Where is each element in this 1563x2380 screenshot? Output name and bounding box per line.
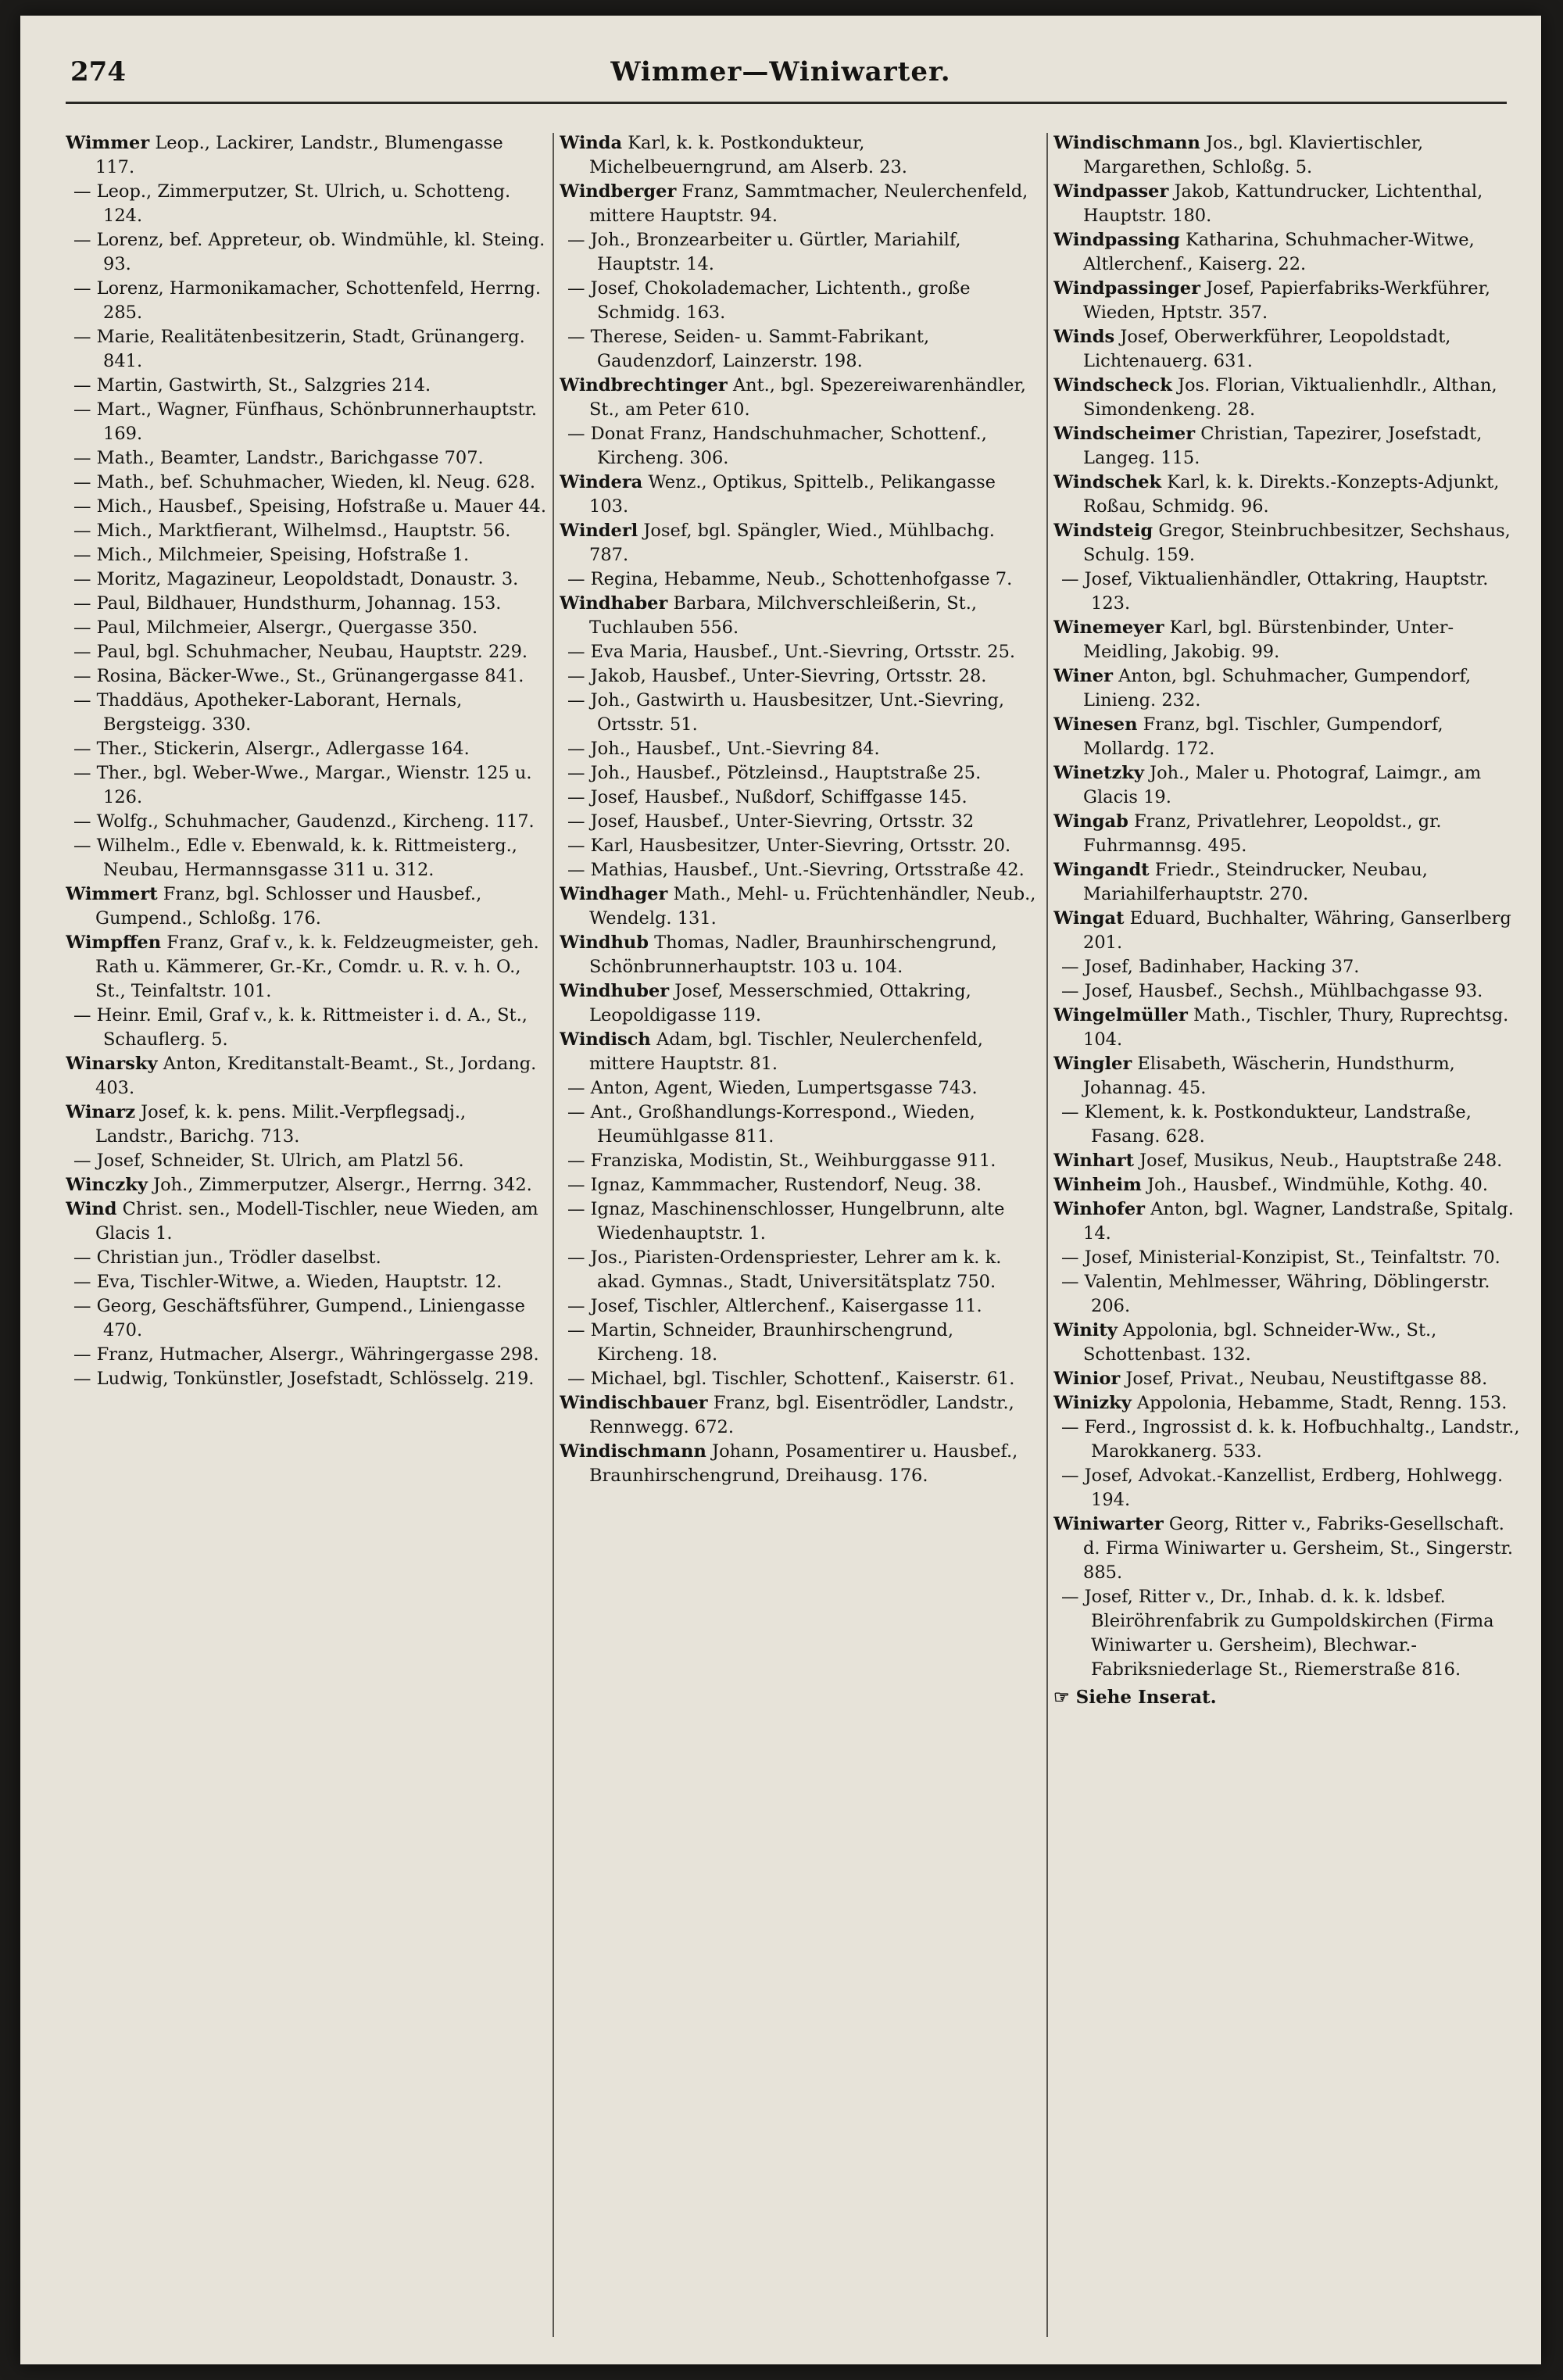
entry-surname: Windhager <box>560 884 668 904</box>
directory-entry <box>560 131 1039 180</box>
directory-entry <box>66 543 546 567</box>
directory-entry <box>1053 664 1522 713</box>
directory-entry <box>560 1076 1039 1101</box>
directory-entry <box>66 325 546 374</box>
directory-entry <box>1053 1270 1522 1319</box>
entry-text: Josef, Papierfabriks-Werkführer, Wieden, Hptstr. 357. <box>1083 278 1491 323</box>
entry-surname: Windischbauer <box>560 1393 708 1413</box>
directory-entry <box>1053 1101 1522 1149</box>
entry-surname: Winizky <box>1053 1393 1132 1413</box>
entry-surname: Windscheck <box>1053 375 1172 395</box>
entry-text: Franz, Sammtmacher, Neulerchenfeld, mittere Hauptstr. 94. <box>589 181 1028 226</box>
entry-text: Johann, Posamentirer u. Hausbef., Braunhirschengrund, Dreihausg. 176. <box>589 1441 1018 1486</box>
entry-surname: Winior <box>1053 1369 1121 1389</box>
entry-text: Friedr., Steindrucker, Neubau, Mariahilferhauptstr. 270. <box>1083 860 1428 904</box>
entry-text: Wilhelm., Edle v. Ebenwald, k. k. Rittmeisterg., Neubau, Hermannsgasse 311 u. 312. <box>96 836 517 880</box>
directory-entry <box>560 277 1039 325</box>
column-divider <box>1046 133 1048 2337</box>
entry-text: Joh., Hausbef., Windmühle, Kothg. 40. <box>1141 1175 1488 1195</box>
entry-text: Appolonia, bgl. Schneider-Ww., St., Schottenbast. 132. <box>1083 1320 1437 1365</box>
entry-text: Josef, Privat., Neubau, Neustiftgasse 88. <box>1120 1369 1488 1389</box>
entry-surname: Windpasser <box>1053 181 1169 202</box>
entry-text: Michael, bgl. Tischler, Schottenf., Kaiserstr. 61. <box>590 1369 1015 1389</box>
directory-entry <box>66 1343 546 1367</box>
directory-entry <box>560 1367 1039 1391</box>
entry-text: Joh., Gastwirth u. Hausbesitzer, Unt.-Sievring, Ortsstr. 51. <box>590 690 1005 735</box>
entry-text: Josef, Tischler, Altlerchenf., Kaisergasse 11. <box>590 1296 982 1316</box>
entry-text: Ferd., Ingrossist d. k. k. Hofbuchhaltg., Landstr., Marokkanerg. 533. <box>1084 1417 1520 1462</box>
directory-entry <box>1053 471 1522 519</box>
directory-entry <box>560 689 1039 737</box>
entry-text: Moritz, Magazineur, Leopoldstadt, Donaustr. 3. <box>96 569 519 589</box>
entry-surname: Winer <box>1053 666 1113 686</box>
entry-text: Ignaz, Kammmacher, Rustendorf, Neug. 38. <box>590 1175 982 1195</box>
entry-text: Franz, bgl. Tischler, Gumpendorf, Mollardg. 172. <box>1083 714 1443 759</box>
directory-entry <box>1053 374 1522 422</box>
entry-text: Karl, k. k. Direkts.-Konzepts-Adjunkt, Roßau, Schmidg. 96. <box>1083 472 1500 517</box>
entry-surname: Windhuber <box>560 981 670 1001</box>
directory-entry <box>560 1391 1039 1440</box>
entry-text: Josef, Badinhaber, Hacking 37. <box>1084 957 1360 977</box>
directory-entry <box>66 1052 546 1101</box>
directory-entry <box>560 834 1039 858</box>
directory-entry <box>66 1004 546 1052</box>
directory-entry <box>66 277 546 325</box>
entry-text: Anton, Kreditanstalt-Beamt., St., Jordang. 403. <box>95 1054 537 1098</box>
entry-text: Eva Maria, Hausbef., Unt.-Sievring, Ortsstr. 25. <box>590 642 1016 662</box>
directory-entry <box>1053 713 1522 761</box>
entry-surname: Winhart <box>1053 1151 1134 1171</box>
entry-surname: Winheim <box>1053 1175 1142 1195</box>
entry-text: Christian, Tapezirer, Josefstadt, Langeg. 115. <box>1083 424 1483 468</box>
running-head: Wimmer—Winiwarter. <box>610 56 951 88</box>
entry-text: Lorenz, bef. Appreteur, ob. Windmühle, kl. Steing. 93. <box>96 230 545 274</box>
entry-text: Franz, Graf v., k. k. Feldzeugmeister, geh. Rath u. Kämmerer, Gr.-Kr., Comdr. u. R. v. h. O., St., Teinfaltstr. 101. <box>95 932 539 1001</box>
entry-text: Joh., Hausbef., Unt.-Sievring 84. <box>590 739 880 759</box>
entry-text: Paul, Milchmeier, Alsergr., Quergasse 350. <box>96 617 478 638</box>
directory-entry <box>560 931 1039 979</box>
directory-entry <box>66 1246 546 1270</box>
directory-entry <box>1053 1319 1522 1367</box>
entry-text: Math., Mehl- u. Früchtenhändler, Neub., Wendelg. 131. <box>589 884 1036 929</box>
entry-text: Karl, Hausbesitzer, Unter-Sievring, Ortsstr. 20. <box>590 836 1011 856</box>
directory-entry <box>66 398 546 446</box>
directory-entry <box>66 180 546 228</box>
directory-entry <box>560 325 1039 374</box>
directory-entry <box>1053 810 1522 858</box>
directory-entry <box>560 1294 1039 1319</box>
directory-entry <box>66 228 546 277</box>
directory-entry <box>66 1367 546 1391</box>
entry-text: Klement, k. k. Postkondukteur, Landstraße, Fasang. 628. <box>1084 1102 1472 1147</box>
entry-surname: Wingat <box>1053 908 1125 929</box>
directory-entry <box>66 131 546 180</box>
entry-text: Rosina, Bäcker-Wwe., St., Grünangergasse 841. <box>96 666 524 686</box>
directory-entry <box>1053 1391 1522 1415</box>
directory-entry <box>66 737 546 761</box>
entry-text: Lorenz, Harmonikamacher, Schottenfeld, Herrng. 285. <box>96 278 542 323</box>
entry-surname: Windhaber <box>560 593 668 614</box>
entry-surname: Windhub <box>560 932 649 953</box>
directory-entry <box>66 1173 546 1197</box>
directory-entry <box>66 1294 546 1343</box>
directory-entry <box>1053 1415 1522 1464</box>
directory-entry <box>66 592 546 616</box>
entry-text: Elisabeth, Wäscherin, Hundsthurm, Johannag. 45. <box>1083 1054 1455 1098</box>
directory-entry <box>560 810 1039 834</box>
entry-text: Christ. sen., Modell-Tischler, neue Wieden, am Glacis 1. <box>95 1199 538 1244</box>
entry-text: Joh., Hausbef., Pötzleinsd., Hauptstraße 25. <box>590 763 982 783</box>
entry-text: Regina, Hebamme, Neub., Schottenhofgasse 7. <box>590 569 1013 589</box>
entry-surname: Winesen <box>1053 714 1138 735</box>
entry-surname: Windberger <box>560 181 677 202</box>
entry-surname: Windischmann <box>560 1441 706 1462</box>
entry-text: Jakob, Hausbef., Unter-Sievring, Ortsstr. 28. <box>590 666 987 686</box>
entry-text: Katharina, Schuhmacher-Witwe, Altlerchenf., Kaiserg. 22. <box>1083 230 1475 274</box>
entry-surname: Winds <box>1053 327 1115 347</box>
directory-entry <box>1053 1367 1522 1391</box>
column-2 <box>560 131 1039 2343</box>
entry-text: Ther., Stickerin, Alsergr., Adlergasse 164. <box>96 739 470 759</box>
entry-text: Franziska, Modistin, St., Weihburggasse 911. <box>590 1151 996 1171</box>
directory-entry <box>1053 1173 1522 1197</box>
entry-text: Ant., bgl. Spezereiwarenhändler, St., am Peter 610. <box>589 375 1026 420</box>
directory-entry <box>1053 180 1522 228</box>
directory-entry <box>1053 1004 1522 1052</box>
directory-entry <box>1053 1464 1522 1512</box>
entry-text: Marie, Realitätenbesitzerin, Stadt, Grünangerg. 841. <box>96 327 525 371</box>
entry-text: Martin, Gastwirth, St., Salzgries 214. <box>96 375 431 395</box>
directory-page <box>20 16 1541 2364</box>
directory-entry <box>66 882 546 931</box>
directory-entry <box>1053 1585 1522 1682</box>
header-rule <box>66 102 1507 104</box>
directory-entry <box>1053 907 1522 955</box>
entry-text: Ant., Großhandlungs-Korrespond., Wieden, Heumühlgasse 811. <box>590 1102 975 1147</box>
directory-entry <box>560 1440 1039 1488</box>
directory-entry <box>1053 1052 1522 1101</box>
entry-text: Ther., bgl. Weber-Wwe., Margar., Wienstr. 125 u. 126. <box>96 763 532 807</box>
directory-entry <box>66 567 546 592</box>
entry-text: Mart., Wagner, Fünfhaus, Schönbrunnerhauptstr. 169. <box>96 399 538 444</box>
entry-text: Josef, Musikus, Neub., Hauptstraße 248. <box>1133 1151 1503 1171</box>
entry-text: Anton, bgl. Wagner, Landstraße, Spitalg. 14. <box>1083 1199 1514 1244</box>
directory-entry <box>66 664 546 689</box>
column-1 <box>66 131 546 2343</box>
entry-surname: Windsteig <box>1053 521 1153 541</box>
entry-surname: Winarz <box>66 1102 135 1122</box>
directory-entry <box>560 519 1039 567</box>
entry-text: Ignaz, Maschinenschlosser, Hungelbrunn, alte Wiedenhauptstr. 1. <box>590 1199 1005 1244</box>
entry-text: Eva, Tischler-Witwe, a. Wieden, Hauptstr. 12. <box>96 1272 503 1292</box>
entry-text: Josef, Hausbef., Sechsh., Mühlbachgasse 93. <box>1084 981 1483 1001</box>
directory-entry <box>66 446 546 471</box>
directory-entry <box>66 689 546 737</box>
entry-text: Therese, Seiden- u. Sammt-Fabrikant, Gaudenzdorf, Lainzerstr. 198. <box>590 327 930 371</box>
entry-text: Ludwig, Tonkünstler, Josefstadt, Schlösselg. 219. <box>96 1369 535 1389</box>
entry-surname: Wimmer <box>66 133 150 153</box>
entry-surname: Windbrechtinger <box>560 375 728 395</box>
entry-surname: Winhofer <box>1053 1199 1145 1219</box>
entry-surname: Wind <box>66 1199 117 1219</box>
entry-surname: Windera <box>560 472 643 492</box>
entry-text: Josef, Hausbef., Nußdorf, Schiffgasse 145. <box>590 787 967 807</box>
entry-text: Wenz., Optikus, Spittelb., Pelikangasse 103. <box>589 472 996 517</box>
entry-text: Thaddäus, Apotheker-Laborant, Hernals, Bergsteigg. 330. <box>96 690 463 735</box>
directory-entry <box>66 616 546 640</box>
entry-text: Jos., Piaristen-Ordenspriester, Lehrer am k. k. akad. Gymnas., Stadt, Universitätsplatz 750. <box>590 1247 1002 1292</box>
directory-entry <box>66 1149 546 1173</box>
directory-entry <box>560 1197 1039 1246</box>
entry-text: Donat Franz, Handschuhmacher, Schottenf., Kircheng. 306. <box>590 424 987 468</box>
directory-entry <box>1053 131 1522 180</box>
entry-surname: Windisch <box>560 1029 651 1050</box>
entry-text: Jakob, Kattundrucker, Lichtenthal, Hauptstr. 180. <box>1083 181 1483 226</box>
entry-text: Math., Beamter, Landstr., Barichgasse 707. <box>96 448 484 468</box>
directory-entry <box>560 1101 1039 1149</box>
directory-entry <box>1053 519 1522 567</box>
directory-entry <box>1053 761 1522 810</box>
entry-surname: Wingler <box>1053 1054 1132 1074</box>
entry-surname: Wimpffen <box>66 932 162 953</box>
directory-entry <box>66 495 546 519</box>
directory-entry <box>560 180 1039 228</box>
entry-text: Mich., Hausbef., Speising, Hofstraße u. Mauer 44. <box>96 496 546 517</box>
entry-text: Josef, Oberwerkführer, Leopoldstadt, Lichtenauerg. 631. <box>1083 327 1451 371</box>
entry-text: Joh., Maler u. Photograf, Laimgr., am Glacis 19. <box>1083 763 1482 807</box>
entry-surname: Windschek <box>1053 472 1162 492</box>
directory-entry <box>1053 1149 1522 1173</box>
directory-entry <box>66 1270 546 1294</box>
entry-text: Franz, bgl. Eisentrödler, Landstr., Rennwegg. 672. <box>589 1393 1014 1437</box>
directory-entry <box>1053 979 1522 1004</box>
entry-surname: Wimmert <box>66 884 158 904</box>
entry-text: Franz, bgl. Schlosser und Hausbef., Gumpend., Schloßg. 176. <box>95 884 482 929</box>
directory-entry <box>560 640 1039 664</box>
entry-text: Josef, Viktualienhändler, Ottakring, Hauptstr. 123. <box>1084 569 1489 614</box>
entry-text: Josef, Ministerial-Konzipist, St., Teinfaltstr. 70. <box>1084 1247 1500 1268</box>
directory-entry <box>66 1101 546 1149</box>
entry-surname: Winetzky <box>1053 763 1144 783</box>
entry-surname: Winczky <box>66 1175 148 1195</box>
entry-text: Josef, Messerschmied, Ottakring, Leopoldigasse 119. <box>589 981 971 1025</box>
entry-text: Karl, bgl. Bürstenbinder, Unter-Meidling, Jakobig. 99. <box>1083 617 1454 662</box>
directory-entry <box>560 1149 1039 1173</box>
entry-surname: Winarsky <box>66 1054 158 1074</box>
directory-entry <box>1053 277 1522 325</box>
entry-text: Math., bef. Schuhmacher, Wieden, kl. Neug. 628. <box>96 472 536 492</box>
entry-text: Jos. Florian, Viktualienhdlr., Althan, Simondenkeng. 28. <box>1083 375 1497 420</box>
entry-text: Gregor, Steinbruchbesitzer, Sechshaus, Schulg. 159. <box>1083 521 1511 565</box>
directory-entry <box>560 664 1039 689</box>
directory-entry <box>1053 228 1522 277</box>
directory-entry <box>560 882 1039 931</box>
entry-text: Karl, k. k. Postkondukteur, Michelbeuerngrund, am Alserb. 23. <box>589 133 907 177</box>
directory-entry <box>66 640 546 664</box>
directory-entry <box>560 471 1039 519</box>
entry-text: Josef, Schneider, St. Ulrich, am Platzl 56. <box>96 1151 464 1171</box>
entry-text: Leop., Zimmerputzer, St. Ulrich, u. Schotteng. 124. <box>96 181 511 226</box>
directory-entry <box>560 567 1039 592</box>
entry-text: Josef, k. k. pens. Milit.-Verpflegsadj., Landstr., Barichg. 713. <box>95 1102 467 1147</box>
entry-text: Josef, Ritter v., Dr., Inhab. d. k. k. ldsbef. Bleiröhrenfabrik zu Gumpoldskirchen (Firma Winiwarter u. Gersheim), Blechwar.-Fabriksniederlage St., Riemerstraße 816. <box>1084 1587 1494 1680</box>
entry-text: Joh., Zimmerputzer, Alsergr., Herrng. 342. <box>147 1175 532 1195</box>
entry-surname: Winity <box>1053 1320 1118 1340</box>
entry-text: Georg, Geschäftsführer, Gumpend., Liniengasse 470. <box>96 1296 525 1340</box>
directory-entry <box>560 422 1039 471</box>
directory-entry <box>1053 1246 1522 1270</box>
entry-text: Appolonia, Hebamme, Stadt, Renng. 153. <box>1131 1393 1508 1413</box>
entry-text: Christian jun., Trödler daselbst. <box>96 1247 381 1268</box>
entry-surname: Windscheimer <box>1053 424 1196 444</box>
entry-text: Franz, Privatlehrer, Leopoldst., gr. Fuhrmannsg. 495. <box>1083 811 1442 856</box>
directory-entry <box>66 761 546 810</box>
column-3 <box>1053 131 1522 2343</box>
directory-entry <box>66 931 546 1004</box>
directory-entry <box>66 519 546 543</box>
directory-entry <box>66 834 546 882</box>
directory-entry <box>560 1028 1039 1076</box>
directory-entry <box>560 737 1039 761</box>
directory-entry <box>560 1173 1039 1197</box>
directory-entry <box>66 1197 546 1246</box>
directory-entry <box>560 1246 1039 1294</box>
entry-text: Barbara, Milchverschleißerin, St., Tuchlauben 556. <box>589 593 978 638</box>
entry-surname: Windpassinger <box>1053 278 1200 299</box>
entry-surname: Windpassing <box>1053 230 1180 250</box>
directory-entry <box>560 786 1039 810</box>
directory-entry <box>66 810 546 834</box>
entry-text: Josef, Hausbef., Unter-Sievring, Ortsstr. 32 <box>590 811 975 832</box>
directory-entry <box>1053 1512 1522 1585</box>
entry-text: Paul, Bildhauer, Hundsthurm, Johannag. 153. <box>96 593 502 614</box>
directory-entry <box>560 858 1039 882</box>
entry-text: Georg, Ritter v., Fabriks-Gesellschaft. d. Firma Winiwarter u. Gersheim, St., Singerstr. 885. <box>1083 1514 1514 1583</box>
directory-entry <box>560 374 1039 422</box>
directory-entry <box>66 374 546 398</box>
entry-text: Martin, Schneider, Braunhirschengrund, Kircheng. 18. <box>590 1320 953 1365</box>
entry-surname: Wingelmüller <box>1053 1005 1188 1025</box>
entry-text: Mich., Milchmeier, Speising, Hofstraße 1. <box>96 545 470 565</box>
directory-entry <box>560 592 1039 640</box>
directory-entry <box>1053 955 1522 979</box>
directory-entry <box>1053 616 1522 664</box>
directory-entry <box>560 228 1039 277</box>
entry-surname: Wingandt <box>1053 860 1150 880</box>
entry-text: Heinr. Emil, Graf v., k. k. Rittmeister i. d. A., St., Schauflerg. 5. <box>96 1005 528 1050</box>
page-number: 274 <box>70 56 126 88</box>
entry-text: Eduard, Buchhalter, Währing, Ganserlberg 201. <box>1083 908 1511 953</box>
entry-text: Jos., bgl. Klaviertischler, Margarethen, Schloßg. 5. <box>1083 133 1424 177</box>
entry-text: Anton, bgl. Schuhmacher, Gumpendorf, Linieng. 232. <box>1083 666 1472 710</box>
entry-surname: Wingab <box>1053 811 1128 832</box>
entry-surname: Windischmann <box>1053 133 1200 153</box>
directory-entry <box>1053 1197 1522 1246</box>
entry-text: Anton, Agent, Wieden, Lumpertsgasse 743. <box>590 1078 978 1098</box>
see-advertisement-note: ☞ Siehe Inserat. <box>1053 1687 1217 1708</box>
entry-text: Math., Tischler, Thury, Ruprechtsg. 104. <box>1083 1005 1509 1050</box>
entry-surname: Winemeyer <box>1053 617 1164 638</box>
entry-text: Paul, bgl. Schuhmacher, Neubau, Hauptstr. 229. <box>96 642 528 662</box>
entry-text: Franz, Hutmacher, Alsergr., Währingergasse 298. <box>96 1344 539 1365</box>
directory-entry <box>1053 567 1522 616</box>
directory-entry <box>560 1319 1039 1367</box>
entry-text: Joh., Bronzearbeiter u. Gürtler, Mariahilf, Hauptstr. 14. <box>590 230 961 274</box>
entry-text: Mathias, Hausbef., Unt.-Sievring, Ortsstraße 42. <box>590 860 1025 880</box>
directory-entry <box>1053 858 1522 907</box>
entry-text: Thomas, Nadler, Braunhirschengrund, Schönbrunnerhauptstr. 103 u. 104. <box>589 932 997 977</box>
entry-surname: Winderl <box>560 521 638 541</box>
entry-text: Josef, Chokolademacher, Lichtenth., große Schmidg. 163. <box>590 278 971 323</box>
entry-text: Valentin, Mehlmesser, Währing, Döblingerstr. 206. <box>1084 1272 1490 1316</box>
entry-text: Mich., Marktfierant, Wilhelmsd., Hauptstr. 56. <box>96 521 511 541</box>
column-divider <box>553 133 554 2337</box>
directory-entry <box>1053 325 1522 374</box>
directory-entry <box>1053 422 1522 471</box>
entry-text: Leop., Lackirer, Landstr., Blumengasse 117. <box>95 133 503 177</box>
page-header <box>20 56 1541 103</box>
directory-entry <box>560 761 1039 786</box>
entry-surname: Winiwarter <box>1053 1514 1164 1534</box>
entry-text: Josef, Advokat.-Kanzellist, Erdberg, Hohlwegg. 194. <box>1084 1466 1504 1510</box>
directory-entry <box>560 979 1039 1028</box>
entry-text: Adam, bgl. Tischler, Neulerchenfeld, mittere Hauptstr. 81. <box>589 1029 983 1074</box>
entry-text: Wolfg., Schuhmacher, Gaudenzd., Kircheng. 117. <box>96 811 535 832</box>
entry-surname: Winda <box>560 133 623 153</box>
entry-text: Josef, bgl. Spängler, Wied., Mühlbachg. 787. <box>589 521 995 565</box>
directory-entry <box>66 471 546 495</box>
